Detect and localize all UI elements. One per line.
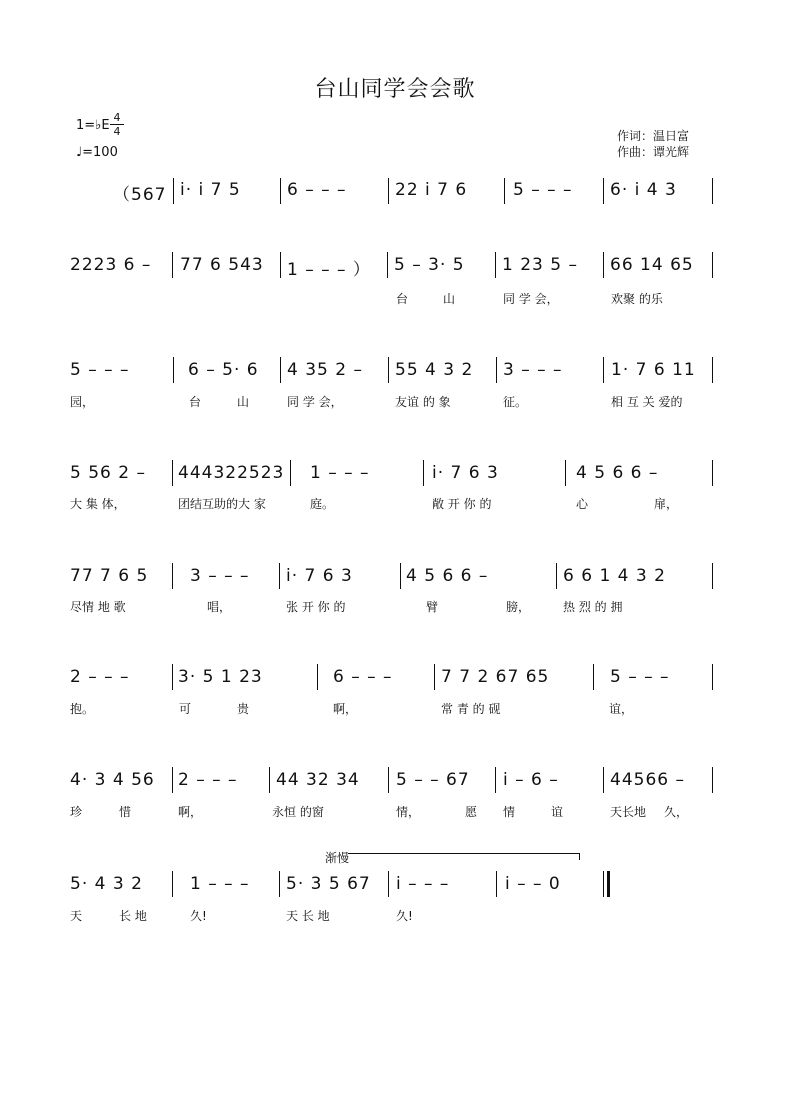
flat-icon: ♭ xyxy=(95,118,102,133)
lyric: 尽情 地 歌 xyxy=(70,600,126,614)
measure: 4 5 6 6 – xyxy=(406,566,489,586)
final-bar-thin xyxy=(603,871,604,897)
measure: 44 32 34 xyxy=(276,770,360,790)
measure: 44566 – xyxy=(610,770,685,790)
bar-line xyxy=(712,664,713,690)
measure: 66 14 65 xyxy=(610,255,694,275)
time-signature xyxy=(110,112,124,137)
lyric: 征。 xyxy=(503,395,528,409)
measure: 2 – – – xyxy=(178,770,238,790)
lyric: 珍 xyxy=(70,805,83,819)
final-bar-thick xyxy=(607,871,610,897)
lyric: 长 地 xyxy=(119,909,147,923)
bar-line xyxy=(423,460,424,486)
measure: 3· 5 1 23 xyxy=(178,667,263,687)
bar-line xyxy=(712,563,713,589)
lyric: 久! xyxy=(190,909,207,923)
lyric: 热 烈 的 拥 xyxy=(563,600,623,614)
bar-line xyxy=(712,767,713,793)
bar-line xyxy=(172,563,173,589)
lyric: 张 开 你 的 xyxy=(286,600,346,614)
measure: 1 – – – xyxy=(310,463,370,483)
bar-line xyxy=(172,767,173,793)
measure: i· 7 6 3 xyxy=(432,463,499,483)
bar-line xyxy=(172,664,173,690)
lyric: 情 xyxy=(503,805,516,819)
measure: 5· 3 5 67 xyxy=(286,874,371,894)
lyric: 同 学 会， xyxy=(287,395,343,409)
ritardando-line xyxy=(348,853,580,854)
composer-credit: 作曲：谭光辉 xyxy=(617,145,690,159)
measure: 444322523 xyxy=(178,463,285,483)
bar-line xyxy=(495,252,496,278)
bar-line xyxy=(495,767,496,793)
bar-line xyxy=(712,460,713,486)
bar-line xyxy=(279,871,280,897)
ritardando-end xyxy=(579,853,580,860)
bar-line xyxy=(387,252,388,278)
measure: （567 xyxy=(113,185,167,205)
measure: 7 7 2 67 65 xyxy=(441,667,550,687)
bar-line xyxy=(388,357,389,383)
measure: i· 7 6 3 xyxy=(286,566,353,586)
lyric: 山 xyxy=(443,292,456,306)
lyric: 扉， xyxy=(654,497,679,511)
lyric: 抱。 xyxy=(70,702,95,716)
lyric: 膀， xyxy=(506,600,531,614)
measure: 3 – – – xyxy=(503,360,563,380)
bar-line xyxy=(434,664,435,690)
bar-line xyxy=(172,871,173,897)
lyric: 谊， xyxy=(609,702,634,716)
measure: 1 – – – xyxy=(190,874,250,894)
measure: 5 56 2 – xyxy=(70,463,146,483)
bar-line xyxy=(565,460,566,486)
measure: 77 7 6 5 xyxy=(70,566,149,586)
lyric: 愿 xyxy=(465,805,478,819)
measure: 6 – – – xyxy=(287,180,347,200)
lyric: 惜 xyxy=(119,805,132,819)
bar-line xyxy=(712,357,713,383)
measure: 5 – 3· 5 xyxy=(394,255,465,275)
bar-line xyxy=(173,357,174,383)
measure: 2 – – – xyxy=(70,667,130,687)
bar-line xyxy=(603,357,604,383)
measure: i – – – xyxy=(396,874,450,894)
bar-line xyxy=(712,178,713,204)
bar-line xyxy=(388,178,389,204)
bar-line xyxy=(269,767,270,793)
measure: 5· 4 3 2 xyxy=(70,874,143,894)
bar-line xyxy=(173,178,174,204)
measure: 2223 6 – xyxy=(70,255,152,275)
lyric: 可 xyxy=(179,702,192,716)
lyric: 唱， xyxy=(207,600,232,614)
lyric: 啊， xyxy=(178,805,203,819)
measure: 4 35 2 – xyxy=(287,360,363,380)
lyric: 山 xyxy=(237,395,250,409)
quarter-note-icon: ♩ xyxy=(76,145,83,160)
bar-line xyxy=(172,460,173,486)
measure: 5 – – 67 xyxy=(396,770,470,790)
song-title: 台山同学会会歌 xyxy=(314,77,476,102)
lyric: 友谊 的 象 xyxy=(395,395,451,409)
lyric: 大 集 体， xyxy=(70,497,126,511)
bar-line xyxy=(504,178,505,204)
bar-line xyxy=(603,252,604,278)
key-prefix: 1= xyxy=(76,118,96,133)
measure: 6 – – – xyxy=(333,667,393,687)
bar-line xyxy=(603,767,604,793)
lyric: 天长地 xyxy=(610,805,647,819)
measure: 55 4 3 2 xyxy=(395,360,474,380)
bar-line xyxy=(279,563,280,589)
lyricist-credit: 作词：温日富 xyxy=(617,129,690,143)
lyric: 园， xyxy=(70,395,95,409)
lyric: 贵 xyxy=(237,702,250,716)
lyric: 同 学 会， xyxy=(503,292,559,306)
bar-line xyxy=(388,767,389,793)
bar-line xyxy=(496,357,497,383)
measure: 3 – – – xyxy=(190,566,250,586)
lyric: 团结互助的大 家 xyxy=(178,497,266,511)
bar-line xyxy=(388,871,389,897)
lyric: 情， xyxy=(396,805,421,819)
measure: 4· 3 4 56 xyxy=(70,770,155,790)
measure: 6 6 1 4 3 2 xyxy=(563,566,666,586)
measure: i· i 7 5 xyxy=(180,180,241,200)
lyric: 台 xyxy=(189,395,202,409)
lyric: 台 xyxy=(396,292,409,306)
lyric: 心 xyxy=(576,497,589,511)
measure: 1 – – – ） xyxy=(287,260,371,280)
bar-line xyxy=(400,563,401,589)
bar-line xyxy=(603,178,604,204)
bar-line xyxy=(290,460,291,486)
lyric: 相 互 关 爱的 xyxy=(611,395,683,409)
lyric: 久! xyxy=(396,909,413,923)
lyric: 谊 xyxy=(551,805,564,819)
bar-line xyxy=(496,871,497,897)
bar-line xyxy=(556,563,557,589)
bar-line xyxy=(280,357,281,383)
lyric: 敞 开 你 的 xyxy=(432,497,492,511)
bar-line xyxy=(172,252,173,278)
measure: 6 – 5· 6 xyxy=(188,360,259,380)
lyric: 臂 xyxy=(426,600,439,614)
measure: 5 – – – xyxy=(70,360,130,380)
measure: 1· 7 6 11 xyxy=(611,360,696,380)
lyric: 天 xyxy=(70,909,83,923)
measure: 5 – – – xyxy=(610,667,670,687)
measure: 6· i 4 3 xyxy=(610,180,677,200)
measure: 5 – – – xyxy=(513,180,573,200)
measure: i – 6 – xyxy=(503,770,559,790)
lyric: 欢聚 的乐 xyxy=(611,292,663,306)
measure: 4 5 6 6 – xyxy=(576,463,659,483)
meter-top: 4 xyxy=(113,111,121,124)
lyric: 常 青 的 砚 xyxy=(441,702,501,716)
lyric: 永恒 的窗 xyxy=(272,805,324,819)
bar-line xyxy=(712,252,713,278)
meter-bottom: 4 xyxy=(113,125,121,138)
measure: 1 23 5 – xyxy=(502,255,578,275)
tempo-marking xyxy=(76,145,118,160)
key-signature xyxy=(76,118,110,133)
measure: 22 i 7 6 xyxy=(395,180,468,200)
bar-line xyxy=(280,252,281,278)
lyric: 庭。 xyxy=(310,497,335,511)
bar-line xyxy=(593,664,594,690)
lyric: 天 长 地 xyxy=(286,909,330,923)
ritardando-marking: 渐慢 xyxy=(325,851,350,865)
lyric: 久， xyxy=(664,805,689,819)
lyric: 啊， xyxy=(333,702,358,716)
measure: i – – 0 xyxy=(505,874,561,894)
key-note: E xyxy=(101,118,110,133)
bar-line xyxy=(317,664,318,690)
bar-line xyxy=(280,178,281,204)
tempo-value: =100 xyxy=(82,145,118,160)
measure: 77 6 543 xyxy=(180,255,264,275)
